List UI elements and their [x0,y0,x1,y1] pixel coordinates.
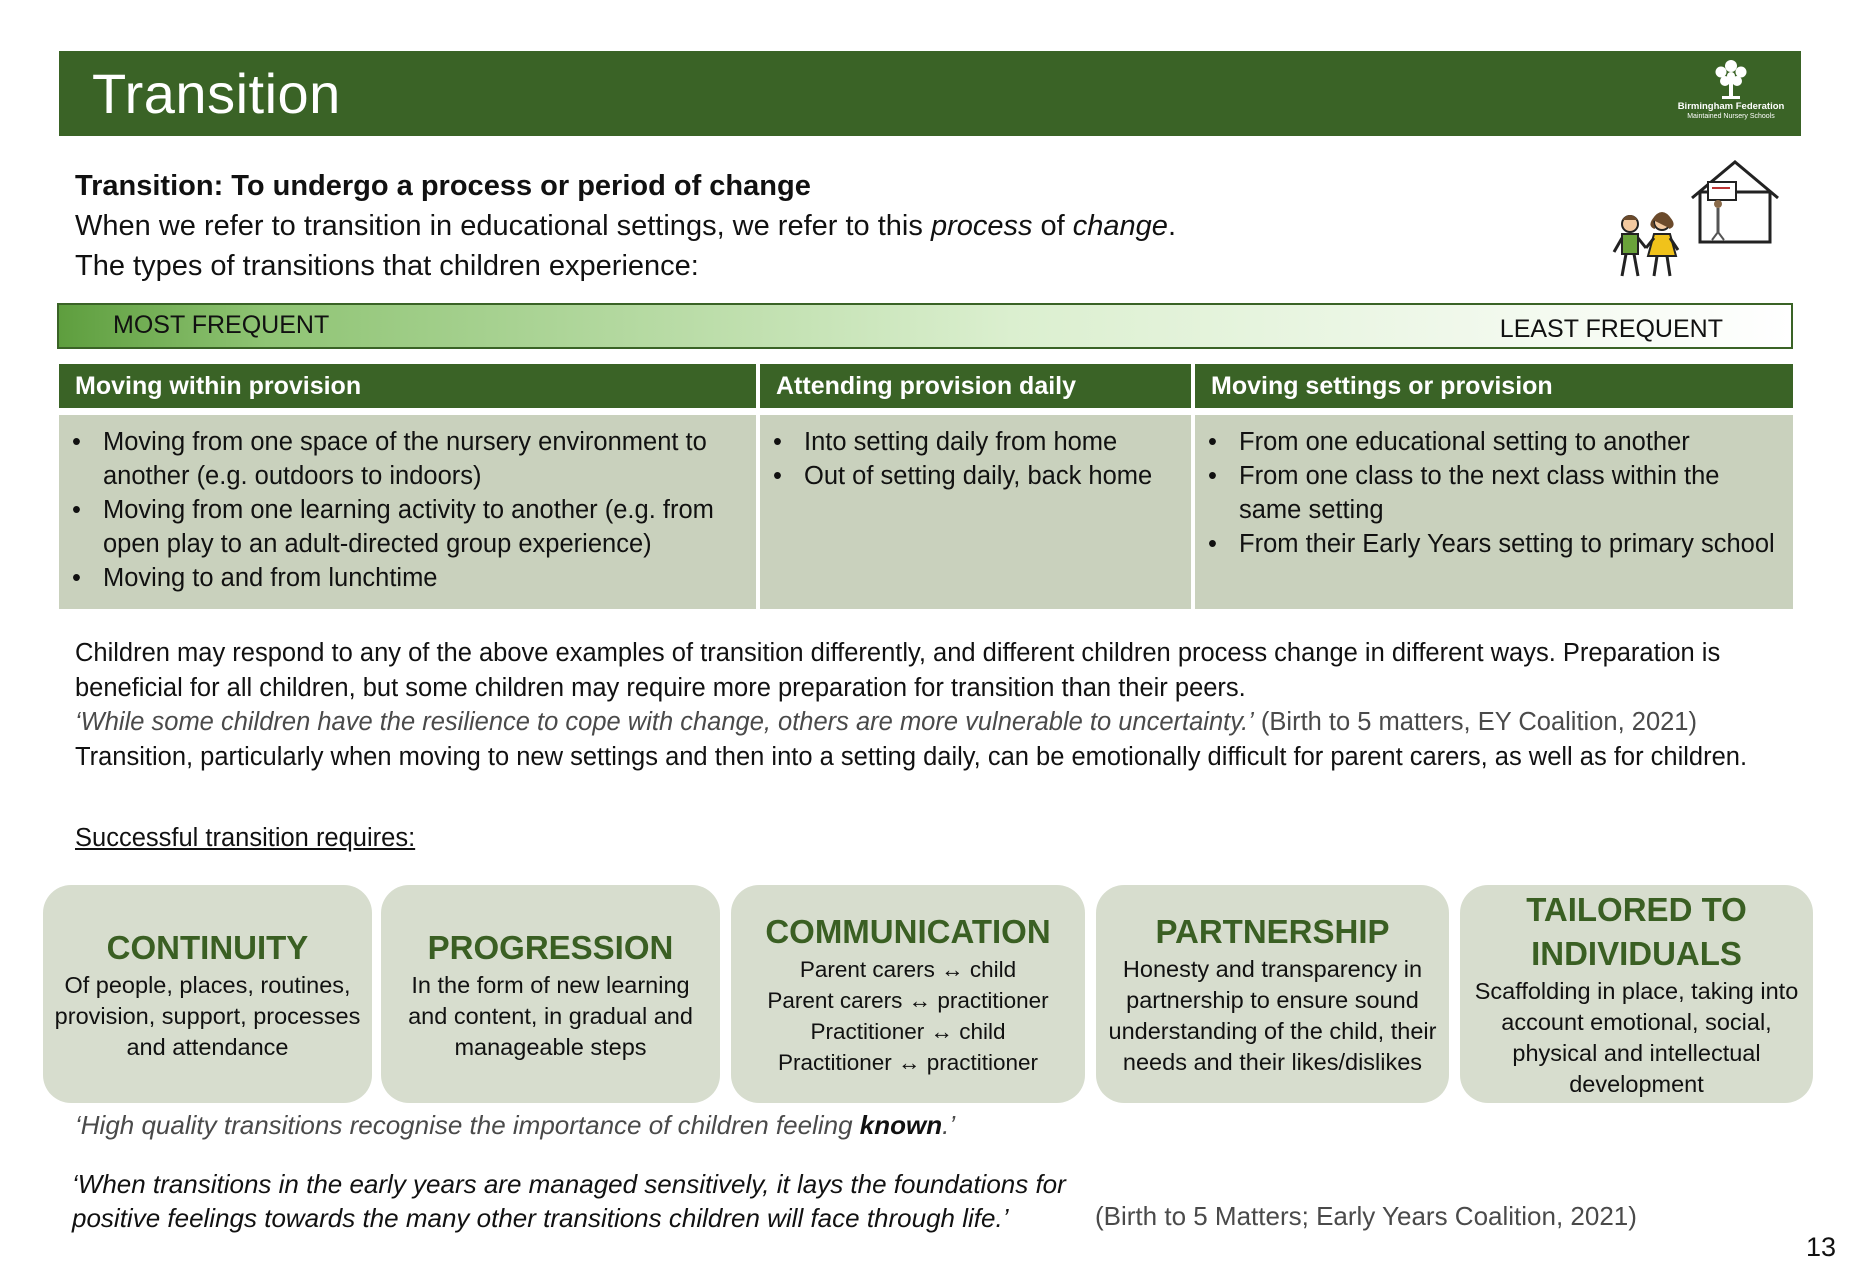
column-header-within-provision: Moving within provision [59,364,756,408]
paragraph-emotional: Transition, particularly when moving to new settings and then into a setting daily, can be emotionally difficult for parent carers, as well as for children. [75,742,1748,771]
list-item: • Moving to and from lunchtime [103,561,738,595]
least-frequent-label: LEAST FREQUENT [1499,315,1723,343]
card-title: PROGRESSION [427,928,674,966]
list-item: • Into setting daily from home [804,425,1173,459]
list-item: • From one class to the next class within the same setting [1239,459,1775,527]
intro-line-2-text: When we refer to transition in educational settings, we refer to this [75,210,931,242]
quote-foundations: ‘When transitions in the early years are managed sensitively, it lays the foundations for positive feelings towards the many other transitions children will face through life.’ [72,1169,1066,1233]
paragraph-response: Children may respond to any of the above examples of transition differently, and different children process change in different ways. Preparation is beneficial for all children, but some children may require more preparation for transition than their peers. [75,639,1721,702]
card-progression [381,885,720,1103]
quote-known-end: .’ [942,1110,956,1140]
intro-emphasis-process: process [930,210,1033,242]
requires-heading: Successful transition requires: [75,824,416,852]
tree-icon [1711,57,1751,101]
most-frequent-label: MOST FREQUENT [113,311,330,339]
list-item: • Moving from one learning activity to another (e.g. from open play to an adult-directed group experience) [103,493,738,561]
card-line: Parent carers ↔ practitioner [767,988,1049,1013]
quote-known [75,1110,955,1141]
intro-line-2-end: . [1167,210,1177,242]
quote-foundations-citation: (Birth to 5 Matters; Early Years Coalition, 2021) [1095,1201,1637,1231]
list-item: • From one educational setting to another [1239,425,1775,459]
card-title: PARTNERSHIP [1155,913,1390,950]
page-number: 13 [1806,1232,1837,1262]
card-line: Parent carers ↔ child [799,957,1017,982]
quote-resilience-text: ‘While some children have the resilience to cope with change, others are more vulnerable to uncertainty.’ [75,708,1254,736]
column-cell-attending-daily [760,415,1191,609]
intro-emphasis-change: change [1072,210,1168,242]
frequency-scale-bar [57,303,1793,349]
card-title: COMMUNICATION [765,913,1051,950]
card-description: Scaffolding in place, taking into account emotional, social, physical and intellectual development [1474,978,1799,1097]
quote-known-bold: known [859,1110,943,1140]
logo-text-sub: Maintained Nursery Schools [1687,113,1775,120]
intro-text [75,166,1575,286]
card-description: Of people, places, routines, provision, support, processes and attendance [54,971,361,1060]
column-header-attending-daily: Attending provision daily [760,364,1191,408]
card-communication [731,885,1085,1103]
card-description: Honesty and transparency in partnership to ensure sound understanding of the child, their needs and their likes/dislikes [1108,956,1437,1075]
quote-known-text: ‘High quality transitions recognise the importance of children feeling [75,1110,860,1140]
intro-line-2-of: of [1032,210,1073,242]
intro-line-2 [75,206,1575,246]
children-house-icon [1600,152,1780,282]
card-continuity [43,885,372,1103]
logo-text-main: Birmingham Federation [1677,101,1785,112]
quote-resilience-citation: (Birth to 5 matters, EY Coalition, 2021) [1253,708,1697,736]
card-title: CONTINUITY [106,928,309,966]
quote-resilience [75,705,1795,740]
list-item: • Out of setting daily, back home [804,459,1173,493]
card-tailored-to-individuals [1460,885,1813,1103]
body-paragraphs [75,636,1795,774]
page-title: Transition [92,62,341,125]
card-title: TAILORED TO INDIVIDUALS [1526,891,1747,972]
list-item: • Moving from one space of the nursery environment to another (e.g. outdoors to indoors) [103,425,738,493]
header-banner [59,51,1801,136]
column-cell-moving-settings [1195,415,1793,609]
card-line: Practitioner ↔ practitioner [777,1050,1039,1075]
intro-line-3: The types of transitions that children experience: [75,250,699,282]
column-header-moving-settings: Moving settings or provision [1195,364,1793,408]
column-cell-within-provision [59,415,756,609]
list-item: • From their Early Years setting to primary school [1239,527,1775,561]
federation-logo [1669,57,1793,133]
card-partnership [1096,885,1449,1103]
card-line: Practitioner ↔ child [810,1019,1006,1044]
card-description: In the form of new learning and content, in gradual and manageable steps [408,971,693,1060]
transition-definition: Transition: To undergo a process or period of change [75,170,811,202]
